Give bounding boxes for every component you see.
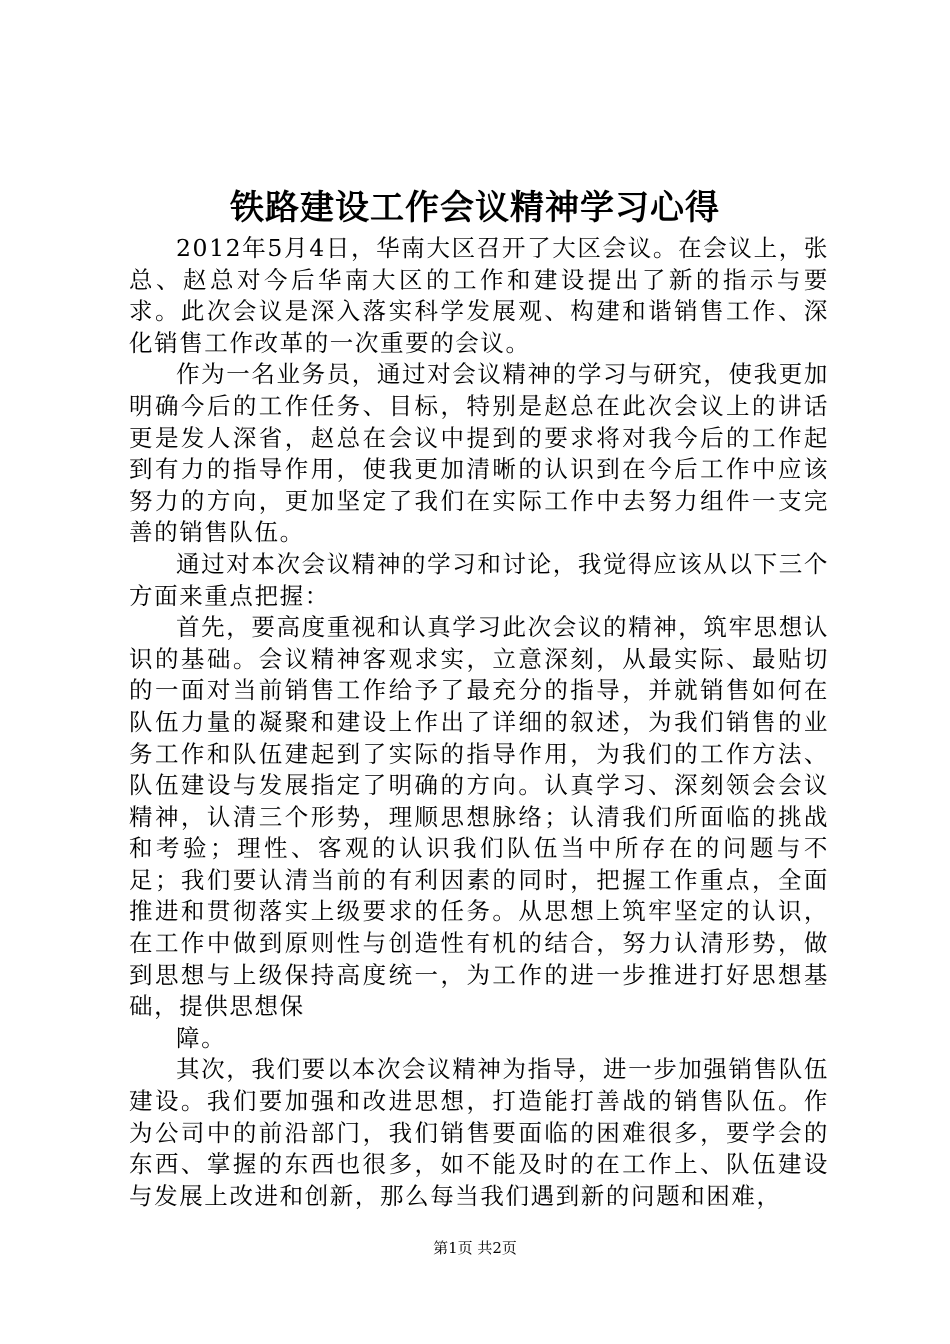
paragraph-salesman-reflection: 作为一名业务员，通过对会议精神的学习与研究，使我更加明确今后的工作任务、目标，特别是赵总在此次会议上的讲话更是发人深省，赵总在会议中提到的要求将对我今后的工作起到有力的指导作用，使我更加清晰的认识到在今后工作中应该努力的方向，更加坚定了我们在实际工作中去努力组件一支完善的销售队伍。 [129, 360, 829, 547]
page-number-footer: 第1页 共2页 [433, 1239, 517, 1257]
paragraph-meeting-intro: 2012年5月4日，华南大区召开了大区会议。在会议上，张总、赵总对今后华南大区的工作和建设提出了新的指示与要求。此次会议是深入落实科学发展观、构建和谐销售工作、深化销售工作改革的一次重要的会议。 [129, 234, 829, 357]
paragraph-second-point: 其次，我们要以本次会议精神为指导，进一步加强销售队伍建设。我们要加强和改进思想，打造能打善战的销售队伍。作为公司中的前沿部门，我们销售要面临的困难很多，要学会的东西、掌握的东西也很多，如不能及时的在工作上、队伍建设与发展上改进和创新，那么每当我们遇到新的问题和困难， [129, 1055, 829, 1210]
paragraph-continuation: 障。 [176, 1023, 227, 1052]
paragraph-first-point: 首先，要高度重视和认真学习此次会议的精神，筑牢思想认识的基础。会议精神客观求实，立意深刻，从最实际、最贴切的一面对当前销售工作给予了最充分的指导，并就销售如何在队伍力量的凝聚和建设上作出了详细的叙述，为我们销售的业务工作和队伍建起到了实际的指导作用，为我们的工作方法、队伍建设与发展指定了明确的方向。认真学习、深刻领会会议精神，认清三个形势，理顺思想脉络；认清我们所面临的挑战和考验；理性、客观的认识我们队伍当中所存在的问题与不足；我们要认清当前的有利因素的同时，把握工作重点，全面推进和贯彻落实上级要求的任务。从思想上筑牢坚定的认识，在工作中做到原则性与创造性有机的结合，努力认清形势，做到思想与上级保持高度统一，为工作的进一步推进打好思想基础，提供思想保 [129, 613, 829, 1021]
document-title: 铁路建设工作会议精神学习心得 [230, 188, 720, 228]
paragraph-three-aspects: 通过对本次会议精神的学习和讨论，我觉得应该从以下三个方面来重点把握： [129, 549, 829, 610]
document-body [129, 233, 829, 1212]
